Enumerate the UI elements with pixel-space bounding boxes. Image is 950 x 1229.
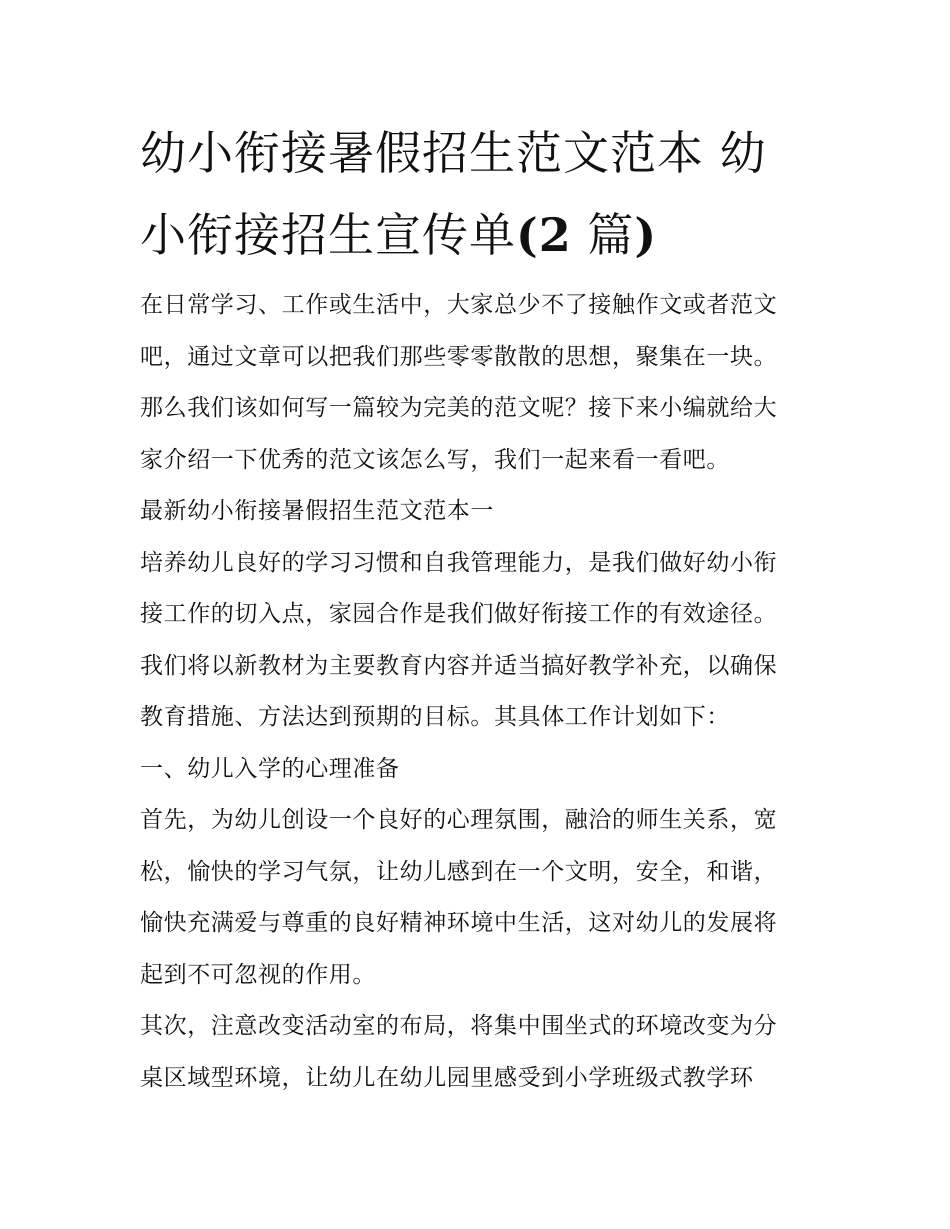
body-line: 吧，通过文章可以把我们那些零零散散的思想，聚集在一块。 [140,343,778,370]
body-line: 起到不可忽视的作用。 [140,961,376,988]
body-line: 家介绍一下优秀的范文该怎么写，我们一起来看一看吧。 [140,446,730,473]
body-line: 那么我们该如何写一篇较为完美的范文呢？接下来小编就给大 [140,395,778,421]
body-line: 接工作的切入点，家园合作是我们做好衔接工作的有效途径。 [140,601,778,627]
section-heading: 最新幼小衔接暑假招生范文范本一 [140,498,494,524]
title-line-2-mid: 篇 [571,208,635,262]
body-line: 其次，注意改变活动室的布局，将集中围坐式的环境改变为分 [140,1013,778,1039]
body-line: 教育措施、方法达到预期的目标。其具体工作计划如下： [140,704,730,730]
document-title [140,112,820,276]
body-line: 首先，为幼儿创设一个良好的心理氛围，融洽的师生关系，宽 [140,807,778,833]
title-line-2-count: (2 [516,208,572,262]
title-line-2-suffix: ) [634,208,658,262]
body-line: 我们将以新教材为主要教育内容并适当搞好教学补充，以确保 [140,652,778,679]
subsection-heading: 一、幼儿入学的心理准备 [140,755,400,782]
body-line: 愉快充满爱与尊重的良好精神环境中生活，这对幼儿的发展将 [140,910,778,936]
body-line: 松，愉快的学习气氛，让幼儿感到在一个文明，安全，和谐， [140,858,778,885]
title-line-1: 幼小衔接暑假招生范文范本 幼 [140,126,767,180]
title-line-2-prefix: 小衔接招生宣传单 [140,208,516,262]
body-line: 培养幼儿良好的学习习惯和自我管理能力，是我们做好幼小衔 [140,549,778,576]
document-body [140,280,820,1104]
body-line: 桌区域型环境，让幼儿在幼儿园里感受到小学班级式教学环 [140,1064,754,1091]
body-line: 在日常学习、工作或生活中，大家总少不了接触作文或者范文 [140,292,778,318]
